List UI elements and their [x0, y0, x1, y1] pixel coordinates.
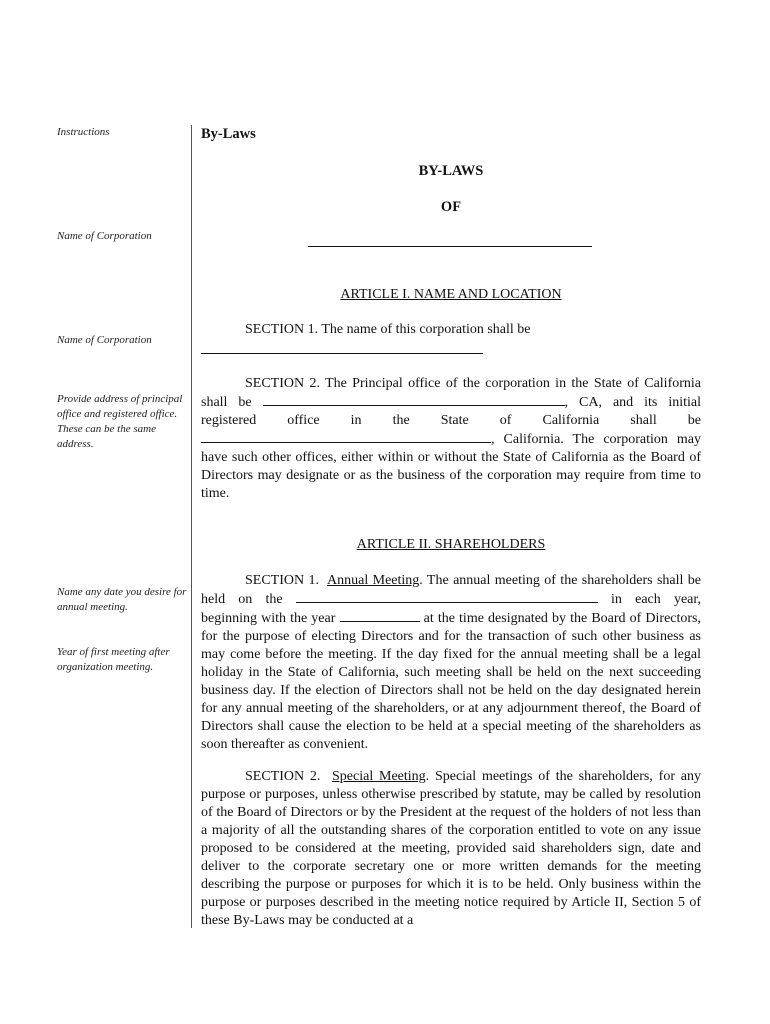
article-1-section-1: SECTION 1. The name of this corporation shall be [245, 322, 531, 337]
corporation-name-blank[interactable] [308, 246, 592, 247]
first-meeting-year-blank[interactable] [340, 609, 420, 622]
column-divider [191, 125, 192, 928]
annual-meeting-date-blank[interactable] [296, 590, 598, 603]
document-title: BY-LAWS [418, 163, 484, 179]
article-2-section-1 [201, 572, 701, 754]
sidebar-annual-meeting-note: Name any date you desire for annual meeting. [57, 586, 187, 613]
article-1-heading: ARTICLE I. NAME AND LOCATION [340, 287, 562, 302]
sidebar-address-note: Provide address of principal office and registered office. These can be the same address. [57, 393, 183, 450]
article-1-section-2-part-a: SECTION 2. The Principal office of the corporation in the State of California shall be [201, 376, 701, 410]
article-2-section-1-part-a: . The annual meeting of the shareholders shall be held on the [201, 573, 701, 607]
article-1-section-2 [201, 375, 701, 503]
article-2-section-1-part-b: in each year, beginning with the year [201, 592, 701, 626]
registered-office-blank[interactable] [201, 430, 491, 443]
name-of-corporation-blank[interactable] [201, 353, 483, 354]
article-2-section-2 [201, 768, 701, 930]
sidebar-instructions-label: Instructions [57, 126, 110, 138]
article-2-section-1-part-c: at the time designated by the Board of Directors, for the purpose of electing Directors and for the transaction of such other business as may come before the meeting. If the day fixed for the annual meeting shall be a legal holiday in the State of California, such meeting shall be held on the next succeeding business day. If the election of Directors shall not be held on the day designated herein for any annual meeting of the shareholders, or at any adjournment thereof, the Board of Directors shall cause the election to be held at a special meeting of the shareholders as soon thereafter as convenient. [201, 611, 702, 752]
article-2-section-2-text: . Special meetings of the shareholders, for any purpose or purposes, unless otherwise prescribed by statute, may be called by resolution of the Board of Directors or by the President at the request of the holders of not less than a majority of all the outstanding shares of the corporation entitled to vote on any issue proposed to be considered at the meeting, provided said shareholders sign, date and deliver to the corporate secretary one or more written demands for the meeting describing the purpose or purposes for which it is to be held. Only business within the purpose or purposes described in the meeting notice required by Article II, Section 5 of these By-Laws may be conducted at a [201, 769, 701, 928]
article-2-section-2-label: SECTION 2. [245, 769, 321, 784]
document-of: OF [440, 199, 462, 215]
article-2-heading: ARTICLE II. SHAREHOLDERS [356, 537, 546, 552]
principal-office-blank[interactable] [263, 393, 565, 406]
article-2-section-1-label: SECTION 1. [245, 573, 319, 588]
sidebar-name-of-corporation-2: Name of Corporation [57, 334, 152, 346]
article-1-section-2-part-c: , California. The corporation may have such other offices, either within or without the State of California as the Board of Directors may designate or as the business of the corporation may require from time to time. [201, 432, 701, 501]
sidebar-first-meeting-note: Year of first meeting after organization meeting. [57, 646, 170, 673]
annual-meeting-title: Annual Meeting [327, 573, 420, 588]
document-header: By-Laws [201, 126, 256, 142]
article-1-section-2-part-b: , CA, and its initial registered office in the State of California shall be [201, 395, 701, 428]
sidebar-name-of-corporation-1: Name of Corporation [57, 230, 152, 242]
special-meeting-title: Special Meeting [332, 769, 426, 784]
